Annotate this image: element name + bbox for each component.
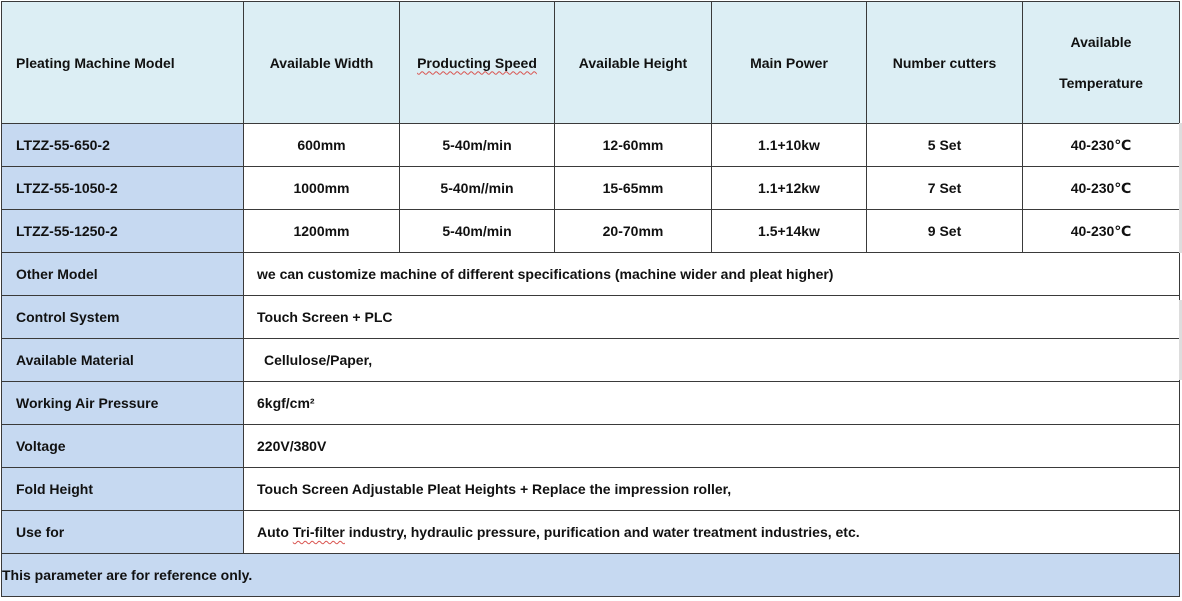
- spec-row-control-system: [2, 296, 1180, 339]
- header-temperature: [1023, 2, 1180, 124]
- header-temp-line2: Temperature: [1059, 74, 1143, 91]
- model-name: LTZZ-55-650-2: [2, 124, 244, 167]
- spec-value: Touch Screen Adjustable Pleat Heights + Replace the impression roller,: [244, 468, 1180, 511]
- spec-row-material: [2, 339, 1180, 382]
- spec-label: Use for: [2, 511, 244, 554]
- header-cutters: Number cutters: [867, 2, 1023, 124]
- header-speed: [400, 2, 555, 124]
- spec-label: Available Material: [2, 339, 244, 382]
- speed-cell: 5-40m/min: [400, 210, 555, 253]
- header-temp-line1: Available: [1070, 33, 1132, 50]
- machine-spec-table: [1, 1, 1180, 597]
- spec-value: Cellulose/Paper,: [244, 339, 1180, 382]
- width-cell: 600mm: [244, 124, 400, 167]
- height-cell: 12-60mm: [555, 124, 712, 167]
- spec-row-other-model: [2, 253, 1180, 296]
- power-cell: 1.1+10kw: [712, 124, 867, 167]
- spec-label: Working Air Pressure: [2, 382, 244, 425]
- spec-row-use-for: [2, 511, 1180, 554]
- footer-note: This parameter are for reference only.: [2, 554, 1180, 597]
- spec-row-fold-height: [2, 468, 1180, 511]
- speed-cell: 5-40m/min: [400, 124, 555, 167]
- spec-value: Touch Screen + PLC: [244, 296, 1180, 339]
- header-height: Available Height: [555, 2, 712, 124]
- spec-value: 220V/380V: [244, 425, 1180, 468]
- use-for-squiggle-word: Tri-filter: [292, 524, 345, 540]
- header-width: Available Width: [244, 2, 400, 124]
- spec-label: Voltage: [2, 425, 244, 468]
- spec-value: 6kgf/cm²: [244, 382, 1180, 425]
- table-row: [2, 210, 1180, 253]
- spec-value: we can customize machine of different specifications (machine wider and pleat higher): [244, 253, 1180, 296]
- temp-cell: 40-230℃: [1023, 124, 1180, 167]
- header-model: Pleating Machine Model: [2, 2, 244, 124]
- height-cell: 20-70mm: [555, 210, 712, 253]
- spec-label: Control System: [2, 296, 244, 339]
- spec-row-voltage: [2, 425, 1180, 468]
- spec-label: Fold Height: [2, 468, 244, 511]
- speed-cell: 5-40m//min: [400, 167, 555, 210]
- spec-label: Other Model: [2, 253, 244, 296]
- spec-row-air-pressure: [2, 382, 1180, 425]
- footer-row: [2, 554, 1180, 597]
- model-name: LTZZ-55-1050-2: [2, 167, 244, 210]
- width-cell: 1000mm: [244, 167, 400, 210]
- cutters-cell: 5 Set: [867, 124, 1023, 167]
- table-row: [2, 124, 1180, 167]
- spec-value: [244, 511, 1180, 554]
- width-cell: 1200mm: [244, 210, 400, 253]
- cutters-cell: 9 Set: [867, 210, 1023, 253]
- use-for-suffix: industry, hydraulic pressure, purification and water treatment industries, etc.: [344, 524, 860, 540]
- height-cell: 15-65mm: [555, 167, 712, 210]
- power-cell: 1.5+14kw: [712, 210, 867, 253]
- use-for-prefix: Auto: [257, 524, 293, 540]
- power-cell: 1.1+12kw: [712, 167, 867, 210]
- temp-cell: 40-230℃: [1023, 167, 1180, 210]
- model-name: LTZZ-55-1250-2: [2, 210, 244, 253]
- header-row: [2, 2, 1180, 124]
- cutters-cell: 7 Set: [867, 167, 1023, 210]
- table-row: [2, 167, 1180, 210]
- temp-cell: 40-230℃: [1023, 210, 1180, 253]
- header-speed-text: Producting Speed: [417, 54, 537, 71]
- header-power: Main Power: [712, 2, 867, 124]
